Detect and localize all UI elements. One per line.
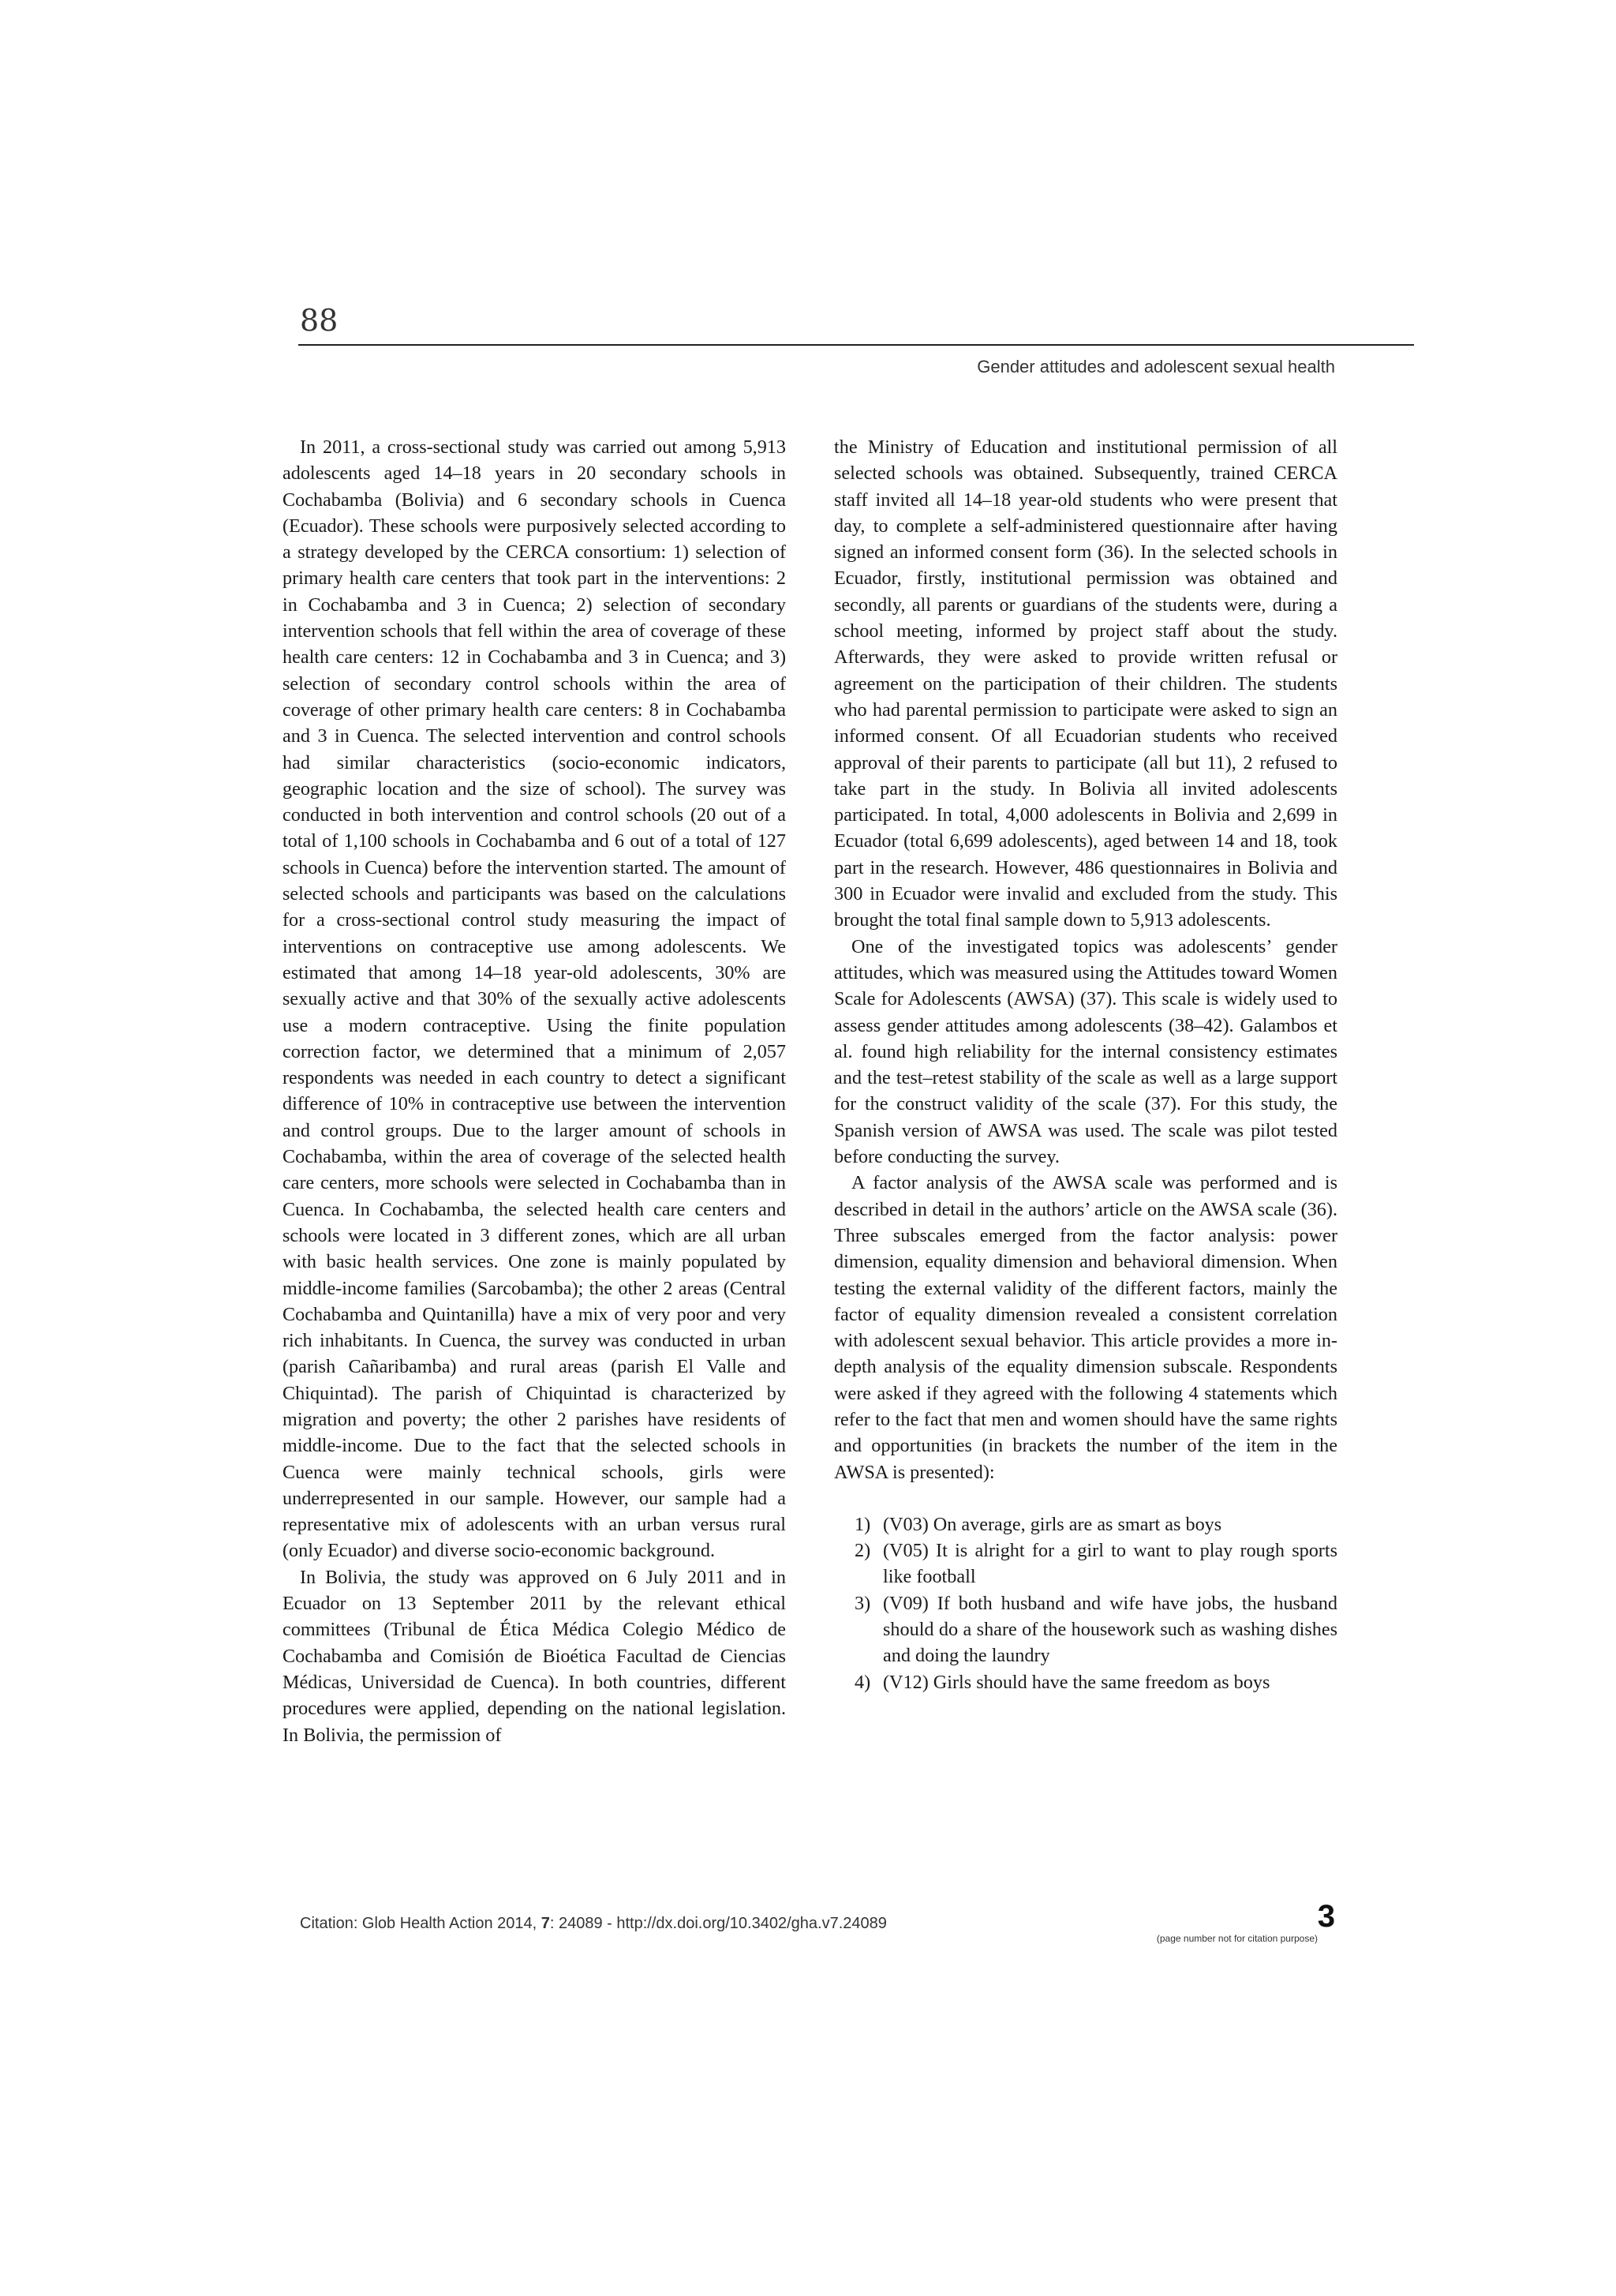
list-item [834, 1538, 1337, 1590]
footer-citation [300, 1915, 887, 1933]
list-item-text: (V12) Girls should have the same freedom as boys [883, 1671, 1270, 1693]
list-item-text: (V03) On average, girls are as smart as boys [883, 1513, 1222, 1535]
citation-prefix: Citation: Glob Health Action 2014, [300, 1915, 541, 1932]
list-item [834, 1511, 1337, 1538]
right-column [834, 434, 1337, 1695]
running-head: Gender attitudes and adolescent sexual health [977, 357, 1335, 376]
list-item-number: 3) [855, 1592, 871, 1614]
list-item-text: (V09) If both husband and wife have jobs, the husband should do a share of the housework such as washing dishes and doing the laundry [883, 1592, 1337, 1667]
body-paragraph: the Ministry of Education and institutional permission of all selected schools was obtained. Subsequently, trained CERCA staff invited all 14–18 year-old students who were present that day, to complete a self-administered questionnaire after having signed an informed consent form (36). In the selected schools in Ecuador, firstly, institutional permission was obtained and secondly, all parents or guardians of the students were, during a school meeting, informed by project staff about the study. Afterwards, they were asked to provide written refusal or agreement on the participation of their children. The students who had parental permission to participate were asked to sign an informed consent. Of all Ecuadorian students who received approval of their parents to participate (all but 11), 2 refused to take part in the study. In Bolivia all invited adolescents participated. In total, 4,000 adolescents in Bolivia and 2,699 in Ecuador (total 6,699 adolescents), aged between 14 and 18, took part in the research. However, 486 questionnaires in Bolivia and 300 in Ecuador were invalid and excluded from the study. This brought the total final sample down to 5,913 adolescents. [834, 436, 1337, 931]
body-paragraph: One of the investigated topics was adolescents’ gender attitudes, which was measured using the Attitudes toward Women Scale for Adolescents (AWSA) (37). This scale is widely used to assess gender attitudes among adolescents (38–42). Galambos et al. found high reliability for the internal consistency estimates and the test–retest stability of the scale as well as a large support for the construct validity of the scale (37). For this study, the Spanish version of AWSA was used. The scale was pilot tested before conducting the survey. [834, 935, 1337, 1168]
body-paragraph: In 2011, a cross-sectional study was carried out among 5,913 adolescents aged 14–18 years in 20 secondary schools in Cochabamba (Bolivia) and 6 secondary schools in Cuenca (Ecuador). These schools were purposively selected according to a strategy developed by the CERCA consortium: 1) selection of primary health care centers that took part in the interventions: 2 in Cochabamba and 3 in Cuenca; 2) selection of secondary intervention schools that fell within the area of coverage of these health care centers: 12 in Cochabamba and 3 in Cuenca; and 3) selection of secondary control schools within the area of coverage of other primary health care centers: 8 in Cochabamba and 3 in Cuenca. The selected intervention and control schools had similar characteristics (socio-economic indicators, geographic location and the size of school). The survey was conducted in both intervention and control schools (20 out of a total of 1,100 schools in Cochabamba and 6 out of a total of 127 schools in Cuenca) before the intervention started. The amount of selected schools and participants was based on the calculations for a cross-sectional control study measuring the impact of interventions on contraceptive use among adolescents. We estimated that among 14–18 year-old adolescents, 30% are sexually active and that 30% of the sexually active adolescents use a modern contraceptive. Using the finite population correction factor, we determined that a minimum of 2,057 respondents was needed in each country to detect a significant difference of 10% in contraceptive use between the intervention and control groups. Due to the larger amount of schools in Cochabamba, within the area of coverage of the selected health care centers, more schools were selected in Cochabamba than in Cuenca. In Cochabamba, the selected health care centers and schools were located in 3 different zones, which are all urban with basic health services. One zone is mainly populated by middle-income families (Sarcobamba); the other 2 areas (Central Cochabamba and Quintanilla) have a mix of very poor and very rich inhabitants. In Cuenca, the survey was conducted in urban (parish Cañaribamba) and rural areas (parish El Valle and Chiquintad). The parish of Chiquintad is characterized by migration and poverty; the other 2 parishes have residents of middle-income. Due to the fact that the selected schools in Cuenca were mainly technical schools, girls were underrepresented in our sample. However, our sample had a representative mix of adolescents with an urban versus rural (only Ecuador) and diverse socio-economic background. [282, 436, 786, 1562]
footer-page-note: (page number not for citation purpose) [1156, 1933, 1318, 1944]
left-column [282, 434, 786, 1748]
footer-page-number: 3 [1317, 1899, 1335, 1934]
citation-doi: : 24089 - http://dx.doi.org/10.3402/gha.v7.24089 [549, 1915, 887, 1932]
body-paragraph: In Bolivia, the study was approved on 6 July 2011 and in Ecuador on 13 September 2011 by the relevant ethical committees (Tribunal de Ética Médica Colegio Médico de Cochabamba and Comisión de Bioética Facultad de Ciencias Médicas, Universidad de Cuenca). In both countries, different procedures were applied, depending on the national legislation. In Bolivia, the permission of [282, 1566, 786, 1746]
list-item-number: 1) [855, 1513, 871, 1535]
journal-page-number: 88 [300, 303, 339, 338]
citation-volume: 7 [541, 1915, 550, 1932]
list-item [834, 1669, 1337, 1695]
list-item [834, 1590, 1337, 1669]
header-rule [298, 344, 1414, 346]
list-item-number: 4) [855, 1671, 871, 1693]
body-paragraph: A factor analysis of the AWSA scale was performed and is described in detail in the authors’ article on the AWSA scale (36). Three subscales emerged from the factor analysis: power dimension, equality dimension and behavioral dimension. When testing the external validity of the different factors, mainly the factor of equality dimension revealed a consistent correlation with adolescent sexual behavior. This article provides a more in-depth analysis of the equality dimension subscale. Respondents were asked if they agreed with the following 4 statements which refer to the fact that men and women should have the same rights and opportunities (in brackets the number of the item in the AWSA is presented): [834, 1172, 1337, 1483]
list-item-number: 2) [855, 1540, 871, 1562]
awsa-item-list [834, 1511, 1337, 1695]
list-item-text: (V05) It is alright for a girl to want to play rough sports like football [883, 1540, 1337, 1588]
